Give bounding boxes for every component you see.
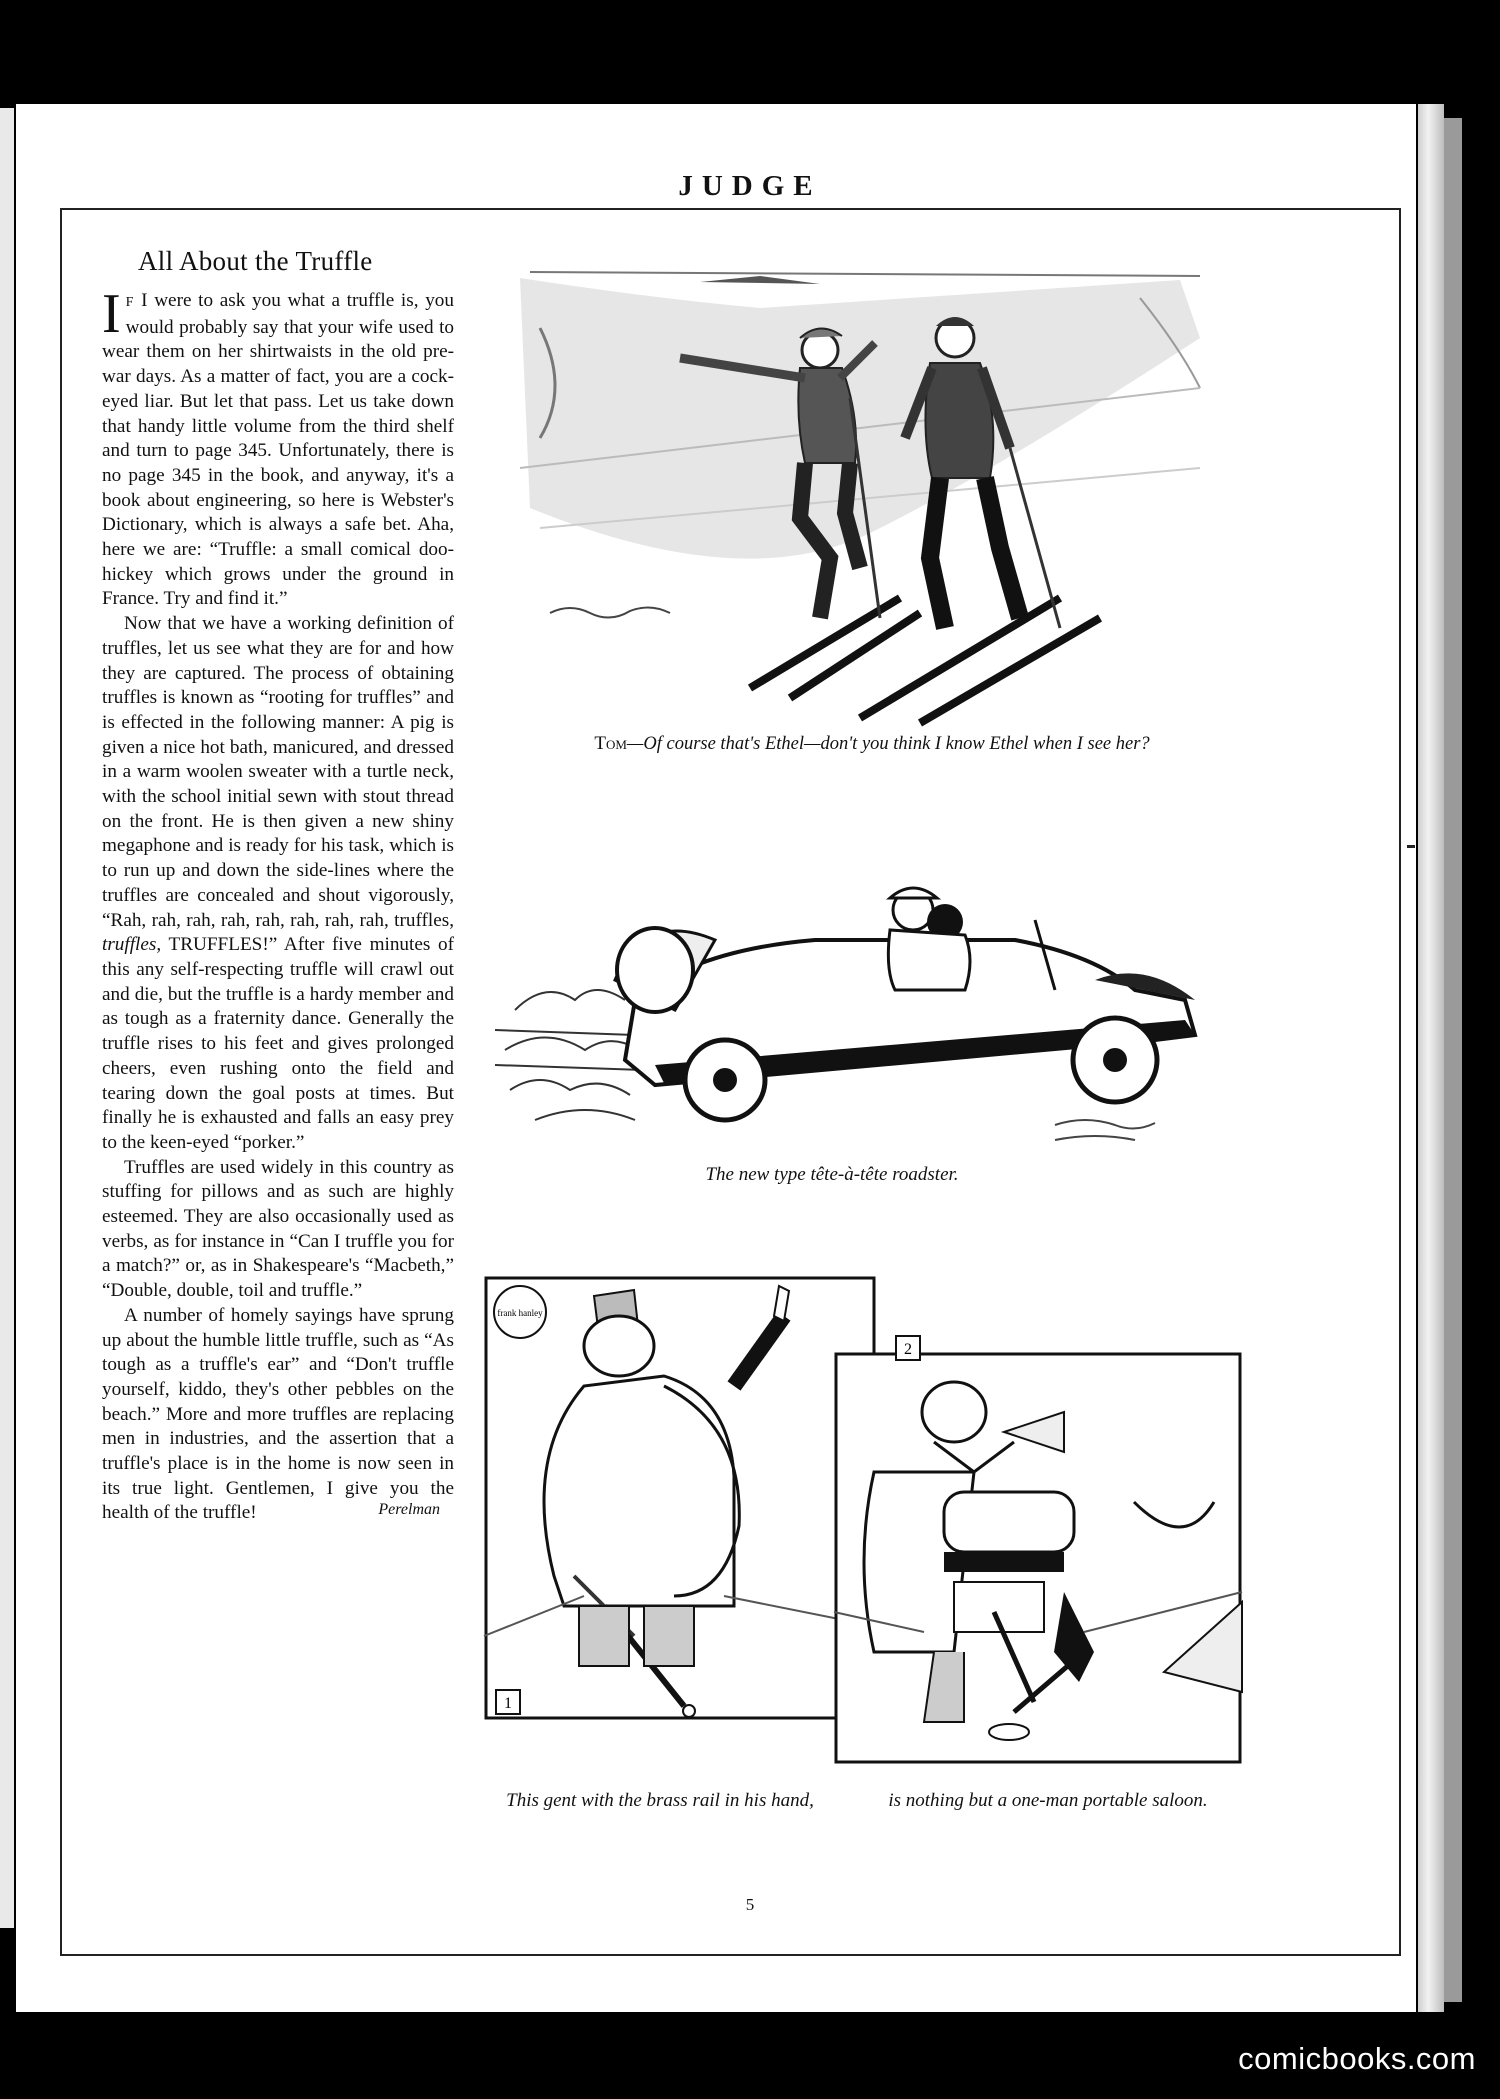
ski-background bbox=[520, 272, 1200, 559]
page-edge-stack bbox=[1444, 118, 1462, 2002]
roadster-cartoon bbox=[495, 860, 1240, 1160]
ski-cartoon bbox=[500, 268, 1240, 728]
couple-in-car bbox=[888, 888, 970, 990]
saloon-caption-left: This gent with the brass rail in his hand, bbox=[506, 1790, 814, 1811]
article-title: All About the Truffle bbox=[138, 246, 373, 276]
paragraph-text: , TRUFFLES!” After five minutes of this any self-respecting truffle will crawl out and die, but the truffle is a hardy member and as tough as a fraternity dance. Generally the truffle rises to his feet and gives prolonged cheers, even rushing onto the field and tearing down the goal posts at times. But finally he is exhausted and falls an easy prey to the keen-eyed “porker.” bbox=[102, 934, 454, 1153]
roadster-caption: The new type tête-à-tête roadster. bbox=[705, 1164, 959, 1185]
adjacent-page-edge bbox=[0, 108, 14, 1928]
author-signature: Perelman bbox=[378, 1501, 440, 1519]
article-paragraph: A number of homely sayings have sprung up about the humble little truffle, such as “As tough as a truffle's ear” and “Don't truffle yourself, kiddo, they's other pebbles on the beach.” More and more truffles are replacing men in industries, and the assertion that a truffle's place is in the home is now seen in its true light. Gentlemen, I give you the health of the truffle! bbox=[102, 1304, 454, 1524]
watermark: comicbooks.com bbox=[1238, 2041, 1476, 2076]
ski-caption bbox=[512, 733, 1232, 755]
artist-tag: frank hanley bbox=[497, 1308, 543, 1318]
saloon-caption-right: is nothing but a one-man portable saloon. bbox=[888, 1790, 1208, 1811]
artist-signature-mark bbox=[1055, 1120, 1155, 1140]
dust-cloud bbox=[495, 990, 645, 1120]
saloon-cartoon-panel-1 bbox=[484, 1276, 876, 1720]
masthead: JUDGE bbox=[678, 170, 822, 202]
caption-speaker: Tom bbox=[594, 733, 627, 754]
artist-signature-mark bbox=[550, 607, 670, 617]
article-paragraph bbox=[102, 283, 454, 612]
scan-artifact bbox=[0, 40, 34, 54]
paragraph-text: Now that we have a working definition of truffles, let us see what they are for and how they are captured. The process of obtaining truffles is known as “rooting for truffles” and is effected in the following manner: A pig is given a nice hot bath, manicured, and dressed in a warm woolen sweater with a turtle neck, with the school initial sewn with stout thread on the front. He is then given a new shiny megaphone and is ready for his task, which is to run up and down the side-lines where the truffles are concealed and shout vigorously, “Rah, rah, rah, rah, rah, rah, rah, rah, truffles, bbox=[102, 613, 454, 931]
italic-word: truffles bbox=[102, 934, 157, 956]
page-edge-shadow bbox=[1418, 104, 1444, 2012]
paragraph-text: I were to ask you what a truffle is, you would probably say that your wife used to wear them on her shirtwaists in the old pre-war days. As a matter of fact, you are a cock-eyed liar. But let that pass. Let us take down that handy little volume from the third shelf and turn to page 345. Unfortunately, there is no page 345 in the book, and anyway, it's a book about engineering, so here is Webster's Dictionary, which is always a safe bet. Aha, here we are: “Truffle: a small comical doo-hickey which grows under the ground in France. Try and find it.” bbox=[102, 290, 454, 610]
article bbox=[102, 246, 454, 1524]
caption-text: —Of course that's Ethel—don't you think I know Ethel when I see her? bbox=[626, 734, 1150, 754]
panel-number: 2 bbox=[904, 1341, 912, 1358]
margin-mark bbox=[1407, 845, 1415, 848]
page-number: 5 bbox=[745, 1895, 755, 1914]
article-paragraph: Truffles are used widely in this country as stuffing for pillows and as such are highly esteemed. They are also occasionally used as verbs, as for instance in “Can I truffle you for a match?” or, as in Shakespeare's “Macbeth,” “Double, double, toil and truffle.” bbox=[102, 1156, 454, 1302]
small-caps-lead: F bbox=[125, 295, 135, 310]
drop-cap: I bbox=[102, 283, 121, 345]
panel-number: 1 bbox=[504, 1695, 512, 1712]
article-paragraph bbox=[102, 612, 454, 1155]
saloon-cartoon-panel-2 bbox=[834, 1341, 1242, 1764]
